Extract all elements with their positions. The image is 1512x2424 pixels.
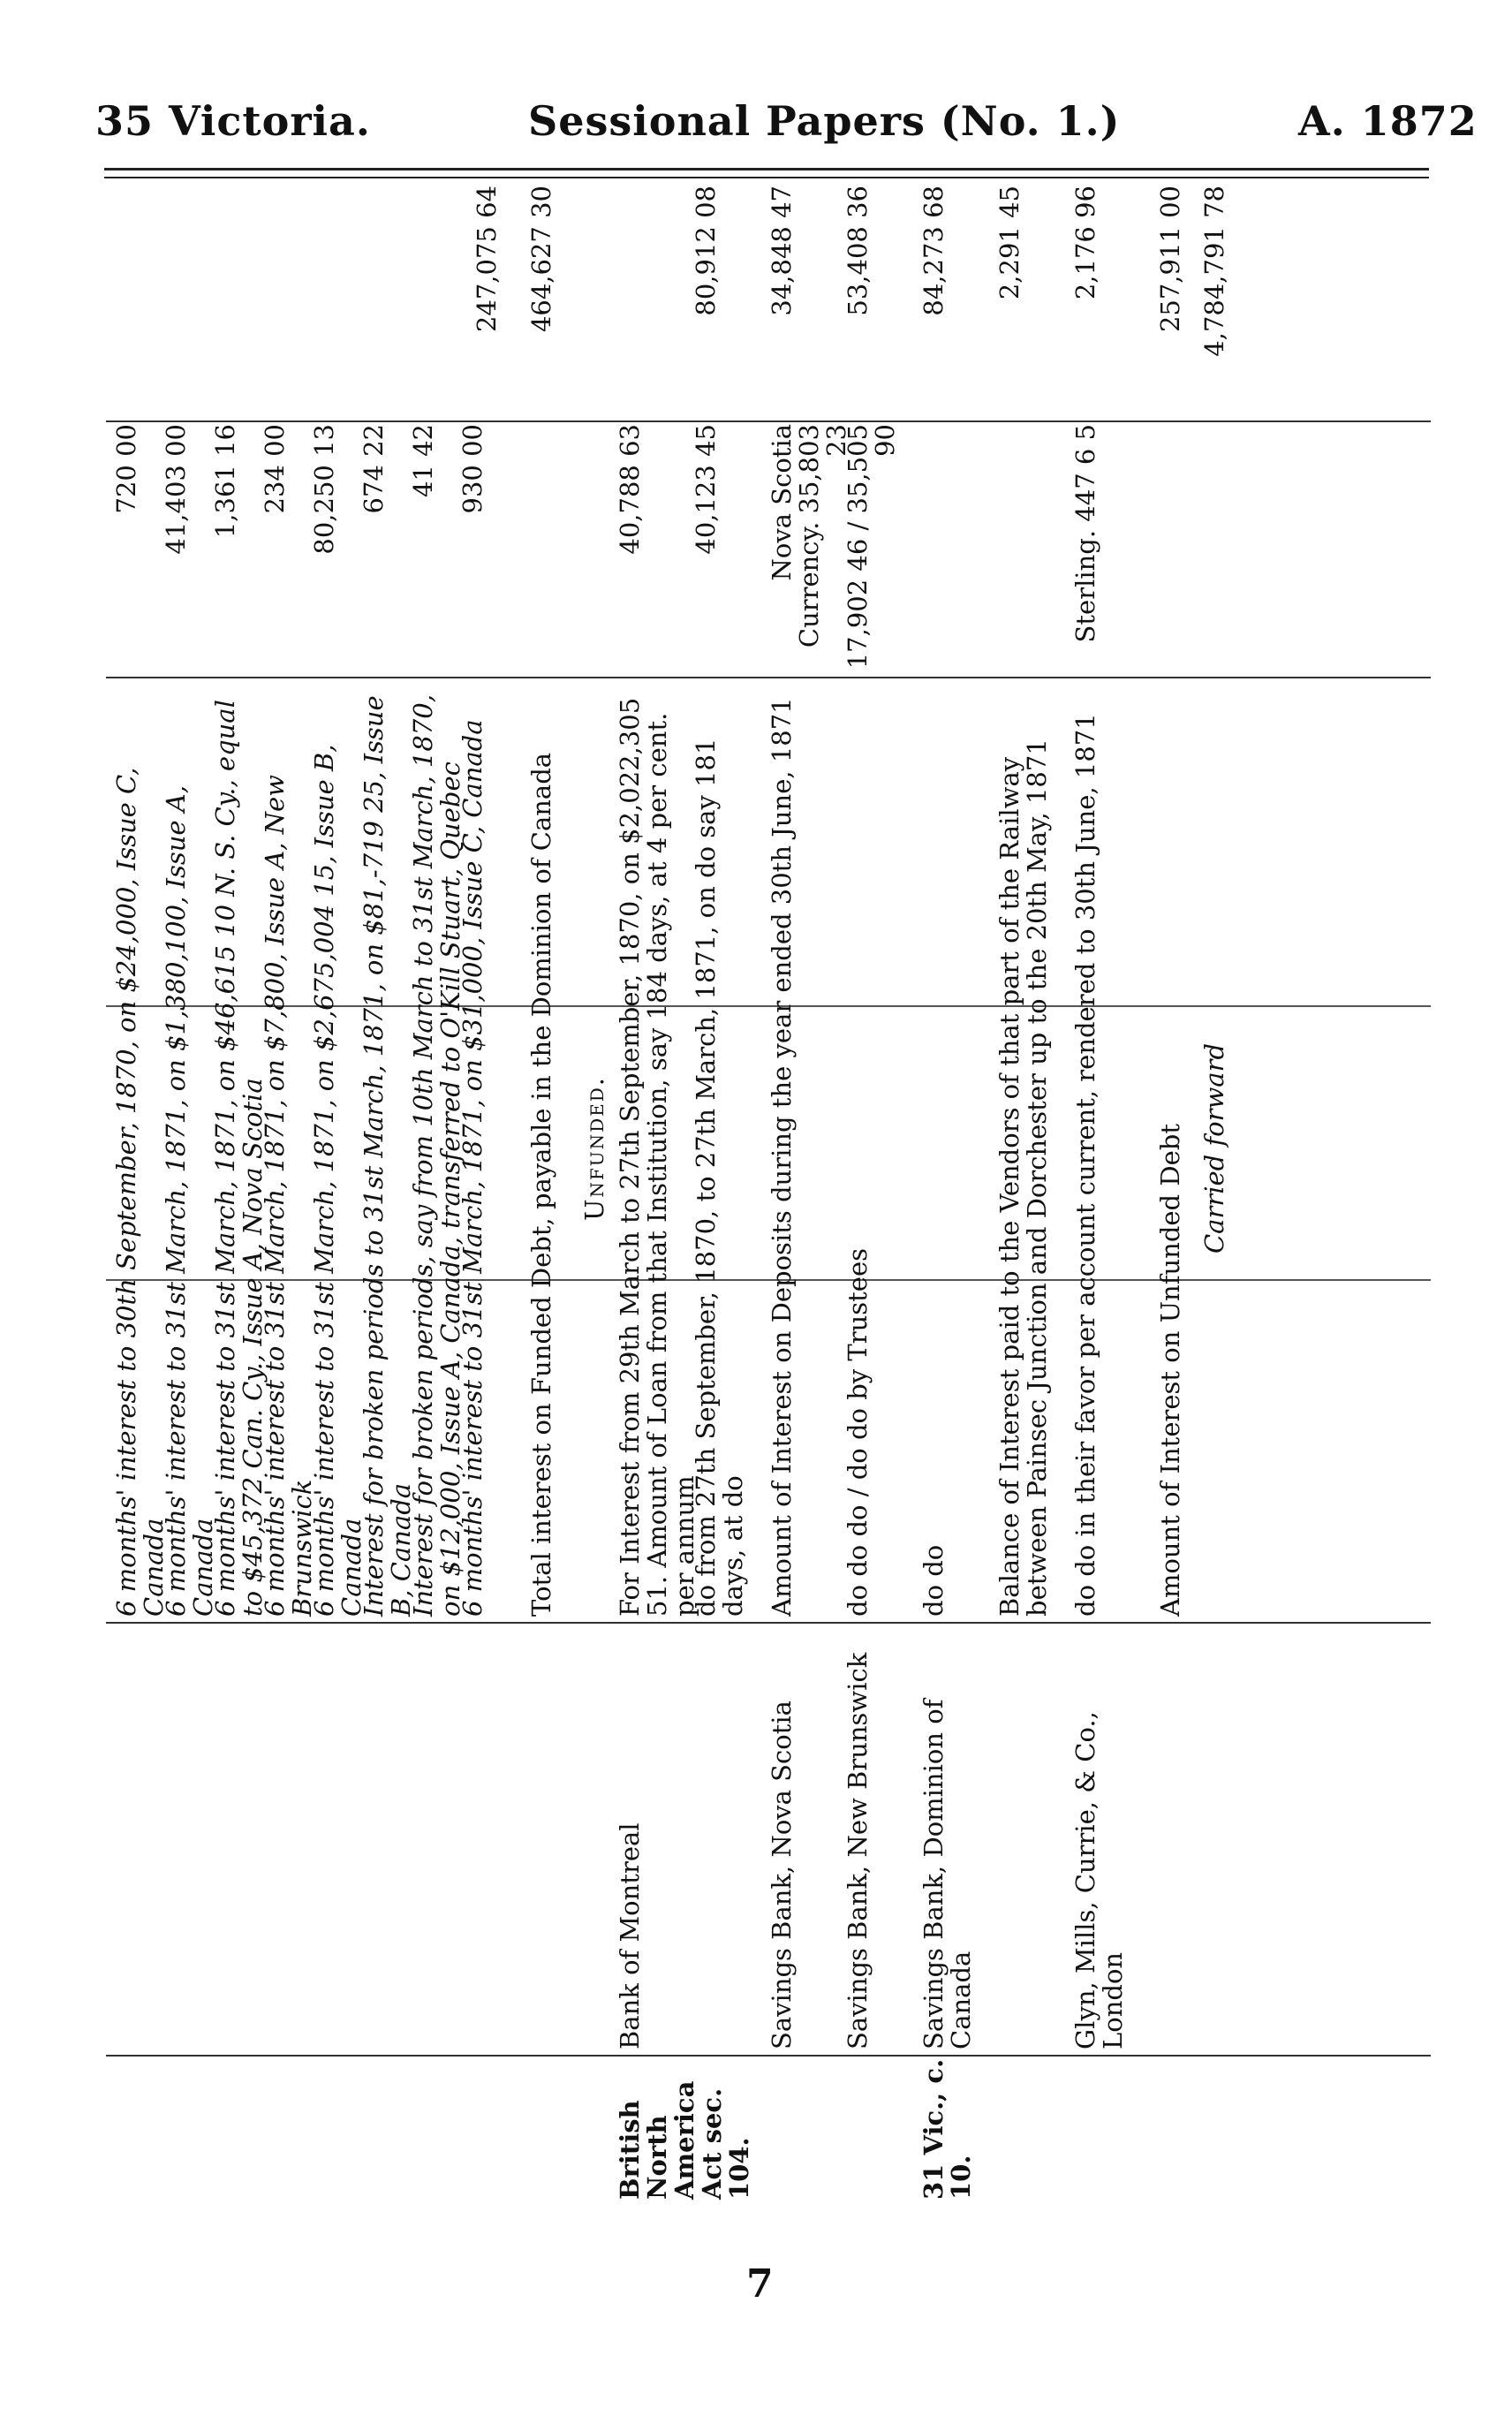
funded-description: 6 months' interest to 30th September, 1870, on $24,000, Issue C, Canada — [111, 767, 169, 1617]
payable-where: Bank of Montreal — [615, 1822, 645, 2049]
unfunded-total-amount: 257,911 00 — [1155, 186, 1185, 333]
unfunded-description: do do — [919, 1544, 949, 1617]
funded-total-label: Total interest on Funded Debt, payable in the Dominion of Canada — [526, 752, 556, 1617]
unfunded-amount: 80,912 08 — [691, 186, 721, 316]
unfunded-description: do do do / do do by Trustees — [843, 1248, 873, 1617]
payable-where: Savings Bank, Dominion of Canada — [919, 1699, 976, 2049]
page-number: 7 — [746, 2261, 774, 2307]
unfunded-description: Amount of Interest on Deposits during the year ended 30th June, 1871 — [767, 697, 797, 1617]
column-divider — [106, 677, 1431, 678]
column-divider — [106, 1622, 1431, 1624]
funded-subamount: 930 00 — [457, 424, 488, 514]
unfunded-description: For Interest from 29th March to 27th September, 1870, on $2,022,305 51. Amount of Loan from that Institution, say 184 days, at 4 per cent. per annum — [615, 697, 699, 1617]
funded-description: 6 months' interest to 31st March, 1871, on $46,615 10 N. S. Cy., equal to $45,372 Can. Cy., Issue A, Nova Scotia — [210, 700, 268, 1617]
payable-where: Savings Bank, New Brunswick — [843, 1652, 873, 2049]
funded-description: Interest for broken periods to 31st March, 1871, on $81,-719 25, Issue B, Canada — [359, 695, 416, 1617]
funded-description: 6 months' interest to 31st March, 1871, on $2,675,004 15, Issue B, Canada — [309, 744, 367, 1617]
unfunded-amount: 2,291 45 — [994, 186, 1024, 300]
unfunded-subamount: Sterling. 447 6 5 — [1070, 424, 1100, 643]
header-rule-2 — [104, 177, 1429, 178]
unfunded-amount: 34,848 47 — [767, 186, 797, 316]
authority: 31 Vic., c. 10. — [919, 2058, 976, 2200]
authority: British North America Act sec. 104. — [615, 2080, 754, 2200]
unfunded-heading: Unfunded. — [579, 1075, 609, 1222]
funded-description: 6 months' interest to 31st March, 1871, on $1,380,100, Issue A, Canada — [161, 785, 218, 1617]
unfunded-subamount: 40,788 63 — [615, 424, 645, 555]
carried-forward-amount: 4,784,791 78 — [1199, 186, 1229, 357]
unfunded-amount: 84,273 68 — [919, 186, 949, 316]
column-divider — [106, 2055, 1431, 2057]
funded-subamount: 720 00 — [111, 424, 141, 514]
header-year: A. 1872 — [1298, 97, 1478, 145]
header-rule — [104, 168, 1429, 170]
funded-description: 6 months' interest to 31st March, 1871, on $31,000, Issue C, Canada — [457, 719, 488, 1617]
unfunded-subamount: 40,123 45 — [691, 424, 721, 555]
unfunded-subamount: Nova Scotia Currency. 35,803 23 — [767, 424, 851, 648]
funded-subtotal: 247,075 64 — [472, 186, 502, 333]
carried-forward-label: Carried forward — [1199, 1042, 1229, 1254]
funded-subamount: 1,361 16 — [210, 424, 240, 539]
header-session: 35 Victoria. — [95, 97, 371, 145]
interest-table — [106, 186, 1431, 2200]
unfunded-description: do from 27th September, 1870, to 27th March, 1871, on do say 181 days, at do — [691, 738, 748, 1617]
funded-description: Interest for broken periods, say from 10th March to 31st March, 1870, on $12,000, Issue A, Canada, transferred to O'Kill Stuart, Quebec — [408, 694, 465, 1617]
unfunded-amount: 2,176 96 — [1070, 186, 1100, 300]
payable-where: Savings Bank, Nova Scotia — [767, 1701, 797, 2049]
funded-subamount: 674 22 — [359, 424, 389, 514]
unfunded-total-label: Amount of Interest on Unfunded Debt — [1155, 1124, 1185, 1617]
funded-subamount: 234 00 — [260, 424, 290, 514]
unfunded-description: do do in their favor per account current, rendered to 30th June, 1871 — [1070, 713, 1100, 1617]
funded-description: 6 months' interest to 31st March, 1871, on $7,800, Issue A, New Brunswick — [260, 775, 317, 1617]
funded-total-amount: 464,627 30 — [526, 186, 556, 333]
funded-subamount: 80,250 13 — [309, 424, 339, 555]
column-divider — [106, 420, 1431, 422]
header-title: Sessional Papers (No. 1.) — [528, 97, 1121, 145]
unfunded-subamount: 17,902 46 / 35,505 90 — [843, 424, 900, 670]
unfunded-description: Balance of Interest paid to the Vendors of that part of the Railway between Painsec Junction and Dorchester up to the 20th May, 1871 — [994, 739, 1052, 1617]
funded-subamount: 41,403 00 — [161, 424, 191, 555]
unfunded-amount: 53,408 36 — [843, 186, 873, 316]
funded-subamount: 41 42 — [408, 424, 438, 498]
payable-where: Glyn, Mills, Currie, & Co., London — [1070, 1711, 1128, 2049]
